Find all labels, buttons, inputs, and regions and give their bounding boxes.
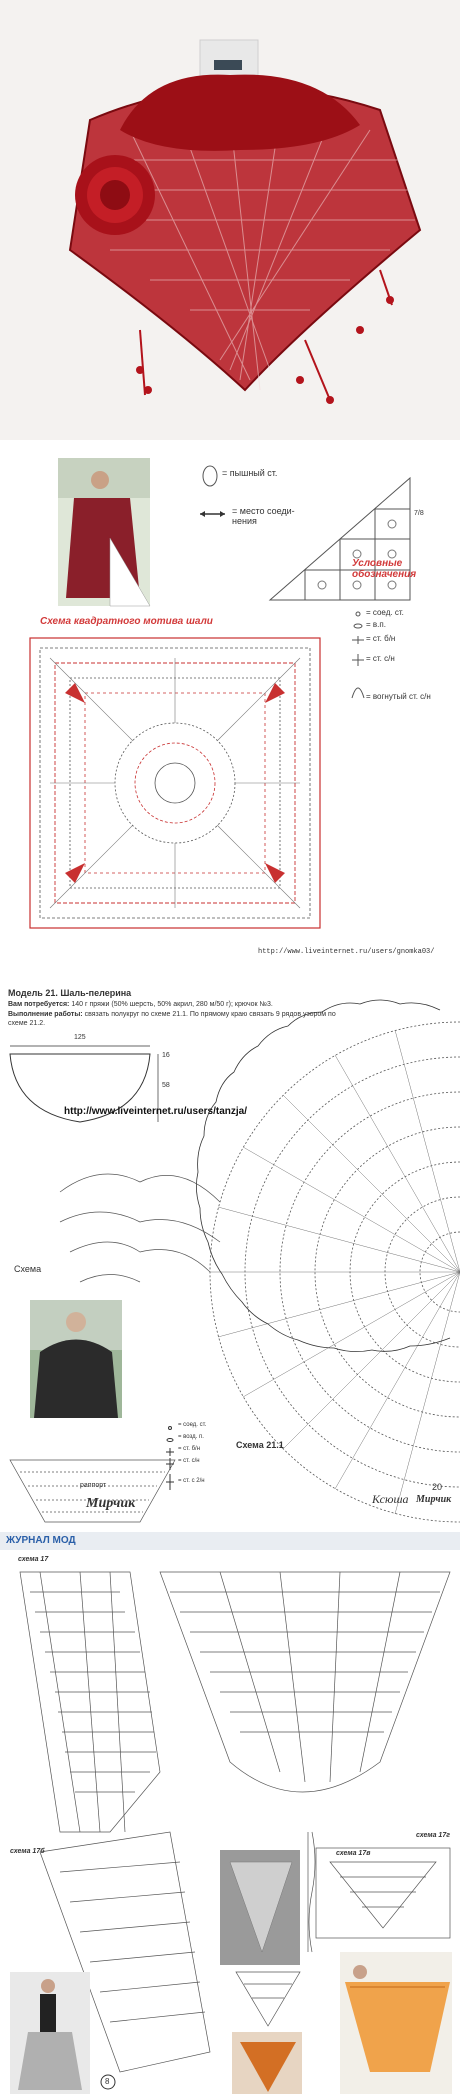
legend-heading: Условные обозначения bbox=[352, 558, 417, 580]
rapport-label: раппорт bbox=[80, 1482, 107, 1489]
model-title: Модель 21. Шаль-пелерина bbox=[8, 988, 132, 998]
magazine-title: ЖУРНАЛ МОД bbox=[6, 1535, 76, 1546]
cape-page-number: 20 bbox=[432, 1482, 443, 1492]
cape-pattern-panel bbox=[0, 982, 460, 1524]
scheme-small-label: Схема bbox=[14, 1264, 42, 1274]
cape-legend-4: = ст. с/н bbox=[178, 1458, 200, 1464]
cape-pattern-drawing bbox=[0, 982, 460, 1524]
dimension-top: 125 bbox=[74, 1034, 86, 1041]
shawl-photo-panel bbox=[0, 0, 460, 440]
dimension-right-2: 58 bbox=[162, 1082, 170, 1089]
legend-item-5: = вогнутый ст. с/н bbox=[366, 692, 431, 701]
legend-item-1: = соед. ст. bbox=[366, 608, 404, 617]
watermark-mirchik-1: Мирчик bbox=[86, 1496, 136, 1511]
dimension-right-1: 16 bbox=[162, 1052, 170, 1059]
scheme-17b-label: схема 17б bbox=[10, 1848, 45, 1855]
shawl-photo bbox=[0, 0, 460, 440]
legend-item-2: = в.п. bbox=[366, 620, 386, 629]
work-value: связать полукруг по схеме 21.1. По прямому краю связать 9 рядов узором по схеме 21.2. bbox=[8, 1011, 336, 1027]
cape-legend-1: = соед. ст. bbox=[178, 1422, 207, 1428]
square-motif-drawing bbox=[0, 448, 460, 974]
dimension-label: 7/8 bbox=[414, 510, 424, 517]
legend-item-3: = ст. б/н bbox=[366, 634, 396, 643]
cape-legend-3: = ст. б/н bbox=[178, 1446, 201, 1452]
legend-item-4: = ст. с/н bbox=[366, 654, 395, 663]
need-text bbox=[8, 1000, 338, 1009]
cape-legend-5: = ст. с 2/н bbox=[178, 1478, 205, 1484]
watermark-ksyusha: Ксюша bbox=[372, 1492, 409, 1506]
legend-join-text: = место соеди- нения bbox=[232, 506, 295, 526]
scheme-21-1-label: Схема 21.1 bbox=[236, 1440, 284, 1450]
scheme-17-drawing bbox=[0, 1532, 460, 2097]
work-text bbox=[8, 1010, 338, 1028]
watermark-mirchik-2: Мирчик bbox=[416, 1494, 452, 1505]
source-url-1: http://www.liveinternet.ru/users/gnomka03/ bbox=[258, 948, 435, 956]
scheme-17v-label: схема 17в bbox=[336, 1850, 371, 1857]
legend-puff-text: = пышный ст. bbox=[222, 468, 278, 478]
scheme-17-label: схема 17 bbox=[18, 1556, 49, 1563]
scheme-17g-label: схема 17г bbox=[416, 1832, 450, 1839]
work-label: Выполнение работы: bbox=[8, 1011, 83, 1018]
need-value: 140 г пряжи (50% шерсть, 50% акрил, 280 м/50 г); крючок №3. bbox=[71, 1001, 273, 1008]
need-label: Вам потребуется: bbox=[8, 1001, 70, 1008]
cape-legend-2: = возд. п. bbox=[178, 1434, 204, 1440]
source-url-2: http://www.liveinternet.ru/users/tanzja/ bbox=[64, 1106, 247, 1117]
square-motif-title: Схема квадратного мотива шали bbox=[40, 616, 213, 627]
scheme-page-number: 8 bbox=[105, 2077, 110, 2086]
square-motif-panel bbox=[0, 448, 460, 974]
scheme-17-panel bbox=[0, 1532, 460, 2097]
